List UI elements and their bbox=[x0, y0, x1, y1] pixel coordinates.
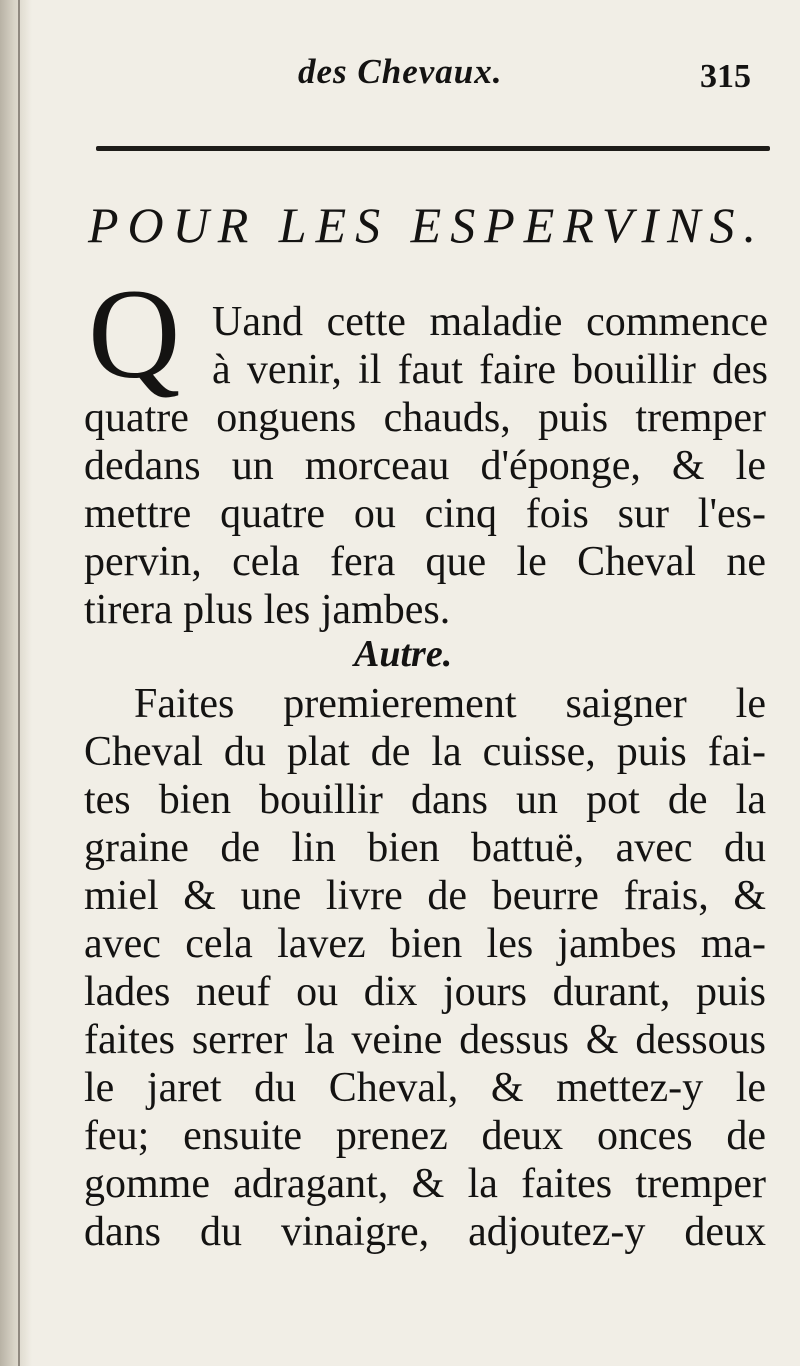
text-line: Faites premierement saigner le bbox=[134, 681, 766, 727]
text-line: Uand cette maladie commence bbox=[212, 299, 768, 345]
drop-cap: Q bbox=[88, 263, 181, 405]
text-line: feu; ensuite prenez deux onces de bbox=[84, 1113, 766, 1159]
binding-gutter-shadow bbox=[0, 0, 32, 1366]
text-line: mettre quatre ou cinq fois sur l'es- bbox=[84, 491, 766, 537]
text-line: miel & une livre de beurre frais, & bbox=[84, 873, 766, 919]
header-rule bbox=[96, 146, 770, 151]
text-line: pervin, cela fera que le Cheval ne bbox=[84, 539, 766, 585]
text-line: quatre onguens chauds, puis tremper bbox=[84, 395, 766, 441]
text-line: graine de lin bien battuë, avec du bbox=[84, 825, 766, 871]
binding-gutter-line bbox=[18, 0, 20, 1366]
text-line: avec cela lavez bien les jambes ma- bbox=[84, 921, 766, 967]
text-line: tes bien bouillir dans un pot de la bbox=[84, 777, 766, 823]
text-line: le jaret du Cheval, & mettez-y le bbox=[84, 1065, 766, 1111]
text-line: gomme adragant, & la faites tremper bbox=[84, 1161, 766, 1207]
text-line: tirera plus les jambes. bbox=[84, 587, 451, 633]
subsection-heading: Autre. bbox=[354, 633, 453, 675]
text-line: lades neuf ou dix jours durant, puis bbox=[84, 969, 766, 1015]
text-line: dedans un morceau d'éponge, & le bbox=[84, 443, 766, 489]
page-number: 315 bbox=[700, 58, 751, 95]
section-heading: POUR LES ESPERVINS. bbox=[88, 197, 765, 253]
text-line: faites serrer la veine dessus & dessous bbox=[84, 1017, 766, 1063]
text-line: à venir, il faut faire bouillir des bbox=[212, 347, 768, 393]
text-line: Cheval du plat de la cuisse, puis fai- bbox=[84, 729, 766, 775]
text-line: dans du vinaigre, adjoutez-y deux bbox=[84, 1209, 766, 1255]
running-title: des Chevaux. bbox=[298, 52, 503, 91]
